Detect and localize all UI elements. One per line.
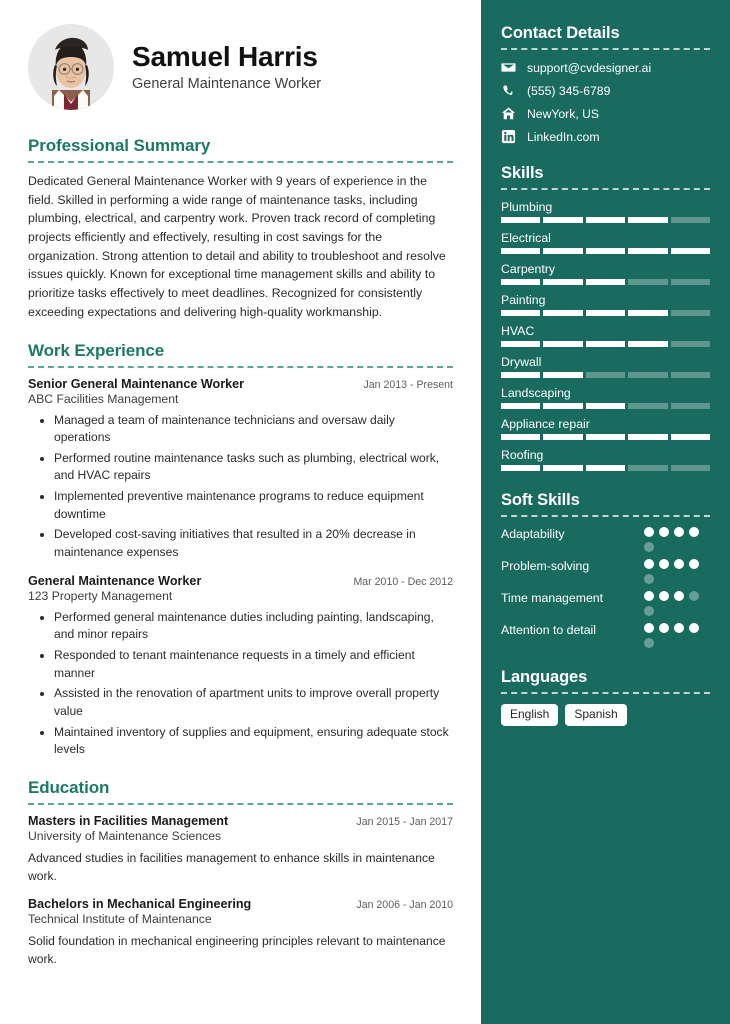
entry-bullets — [28, 412, 453, 562]
skill-segment — [543, 372, 582, 378]
skills-divider — [501, 188, 710, 190]
header-text — [132, 41, 321, 94]
contact-list — [501, 60, 710, 144]
rating-dot — [674, 591, 684, 601]
rating-dot — [644, 606, 654, 616]
skills-section — [501, 164, 710, 471]
education-divider — [28, 803, 453, 805]
soft-skill-item — [501, 591, 710, 616]
entry-description: Solid foundation in mechanical engineering principles relevant to maintenance work. — [28, 934, 446, 966]
page-title: Samuel Harris — [132, 40, 318, 72]
soft-skill-rating — [644, 559, 710, 584]
contact-item[interactable] — [501, 106, 710, 121]
entry-header — [28, 377, 453, 391]
avatar — [28, 24, 114, 110]
skill-segment — [671, 279, 710, 285]
rating-dot — [674, 559, 684, 569]
skill-segment — [543, 341, 582, 347]
bullet-item: • Maintained inventory of supplies and equipment, ensuring adequate stock levels — [54, 724, 453, 759]
skill-segment — [501, 310, 540, 316]
skill-level-bar — [501, 279, 710, 285]
skill-level-bar — [501, 372, 710, 378]
skill-label: Landscaping — [501, 386, 571, 400]
skill-segment — [586, 279, 625, 285]
skill-segment — [628, 310, 667, 316]
skill-label: Plumbing — [501, 200, 553, 214]
soft-skill-label: Time management — [501, 591, 604, 605]
soft-skill-label: Problem-solving — [501, 559, 590, 573]
skill-item — [501, 417, 710, 440]
skill-segment — [543, 403, 582, 409]
languages-section — [501, 668, 710, 726]
experience-section — [28, 341, 453, 760]
bullet-item: • Developed cost-saving initiatives that resulted in a 20% decrease in maintenance expenses — [54, 526, 453, 561]
contact-section — [501, 24, 710, 144]
skill-segment — [501, 465, 540, 471]
skill-level-bar — [501, 248, 710, 254]
experience-heading: Work Experience — [28, 340, 165, 360]
skill-segment — [543, 217, 582, 223]
entry-date: Mar 2010 - Dec 2012 — [353, 575, 453, 588]
skill-item — [501, 293, 710, 316]
skill-level-bar — [501, 217, 710, 223]
rating-dot — [689, 559, 699, 569]
skill-segment — [671, 217, 710, 223]
skill-level-bar — [501, 403, 710, 409]
rating-dot — [659, 591, 669, 601]
skill-segment — [586, 310, 625, 316]
bullet-item: • Managed a team of maintenance technicians and oversaw daily operations — [54, 412, 453, 447]
entry-header — [28, 574, 453, 588]
bullet-item: • Performed general maintenance duties including painting, landscaping, and minor repairs — [54, 609, 453, 644]
bullet-item: • Performed routine maintenance tasks such as plumbing, electrical work, and HVAC repairs — [54, 450, 453, 485]
skill-segment — [543, 279, 582, 285]
skill-segment — [628, 217, 667, 223]
entry-organization: University of Maintenance Sciences — [28, 829, 222, 843]
contact-heading: Contact Details — [501, 24, 620, 42]
rating-dot — [644, 574, 654, 584]
rating-dot — [644, 559, 654, 569]
entry-title: General Maintenance Worker — [28, 573, 202, 588]
rating-dot — [644, 591, 654, 601]
skill-label: Roofing — [501, 448, 544, 462]
skill-segment — [543, 248, 582, 254]
contact-value: NewYork, US — [527, 106, 600, 121]
entry-title: Bachelors in Mechanical Engineering — [28, 897, 252, 912]
sidebar — [481, 0, 730, 1024]
rating-dot — [644, 623, 654, 633]
skill-segment — [628, 341, 667, 347]
skill-label: Drywall — [501, 355, 542, 369]
soft-skills-divider — [501, 515, 710, 517]
summary-divider — [28, 161, 453, 163]
education-entry — [28, 897, 453, 968]
skill-segment — [671, 341, 710, 347]
skill-label: Appliance repair — [501, 417, 590, 431]
skill-segment — [671, 465, 710, 471]
rating-dot — [674, 527, 684, 537]
skill-segment — [543, 434, 582, 440]
entry-date: Jan 2015 - Jan 2017 — [356, 816, 453, 828]
skill-segment — [586, 403, 625, 409]
skill-segment — [671, 372, 710, 378]
skill-segment — [543, 465, 582, 471]
contact-item[interactable] — [501, 129, 710, 144]
skill-segment — [586, 372, 625, 378]
home-icon — [501, 106, 516, 121]
entry-header — [28, 814, 453, 828]
skill-segment — [628, 403, 667, 409]
contact-item[interactable] — [501, 83, 710, 98]
skill-segment — [628, 248, 667, 254]
skill-segment — [501, 248, 540, 254]
skill-segment — [671, 403, 710, 409]
soft-skill-label: Adaptability — [501, 527, 565, 541]
skill-item — [501, 231, 710, 254]
skill-level-bar — [501, 341, 710, 347]
entry-organization: Technical Institute of Maintenance — [28, 912, 212, 927]
languages-heading: Languages — [501, 668, 588, 686]
education-heading: Education — [28, 778, 110, 797]
resume-header — [28, 24, 453, 110]
envelope-icon — [501, 60, 516, 75]
skill-item — [501, 200, 710, 223]
linkedin-icon — [501, 129, 516, 144]
summary-heading: Professional Summary — [28, 136, 211, 155]
rating-dot — [659, 559, 669, 569]
entry-title: Masters in Facilities Management — [28, 814, 229, 828]
entry-organization: ABC Facilities Management — [28, 391, 179, 406]
contact-item[interactable] — [501, 60, 710, 75]
entry-description: Advanced studies in facilities management to enhance skills in maintenance work. — [28, 851, 435, 883]
soft-skill-item — [501, 559, 710, 584]
skills-heading: Skills — [501, 164, 544, 182]
skill-item — [501, 262, 710, 285]
soft-skills-section — [501, 491, 710, 648]
skill-level-bar — [501, 310, 710, 316]
skill-segment — [501, 372, 540, 378]
entry-organization: 123 Property Management — [28, 588, 173, 603]
skill-segment — [628, 434, 667, 440]
skill-segment — [628, 465, 667, 471]
skill-segment — [586, 217, 625, 223]
rating-dot — [689, 623, 699, 633]
education-entry — [28, 814, 453, 885]
summary-section — [28, 136, 453, 322]
skill-segment — [586, 465, 625, 471]
education-list — [28, 814, 453, 969]
skill-level-bar — [501, 465, 710, 471]
skill-item — [501, 324, 710, 347]
skill-item — [501, 448, 710, 471]
skill-segment — [543, 310, 582, 316]
entry-header — [28, 897, 453, 911]
skill-segment — [501, 217, 540, 223]
skill-segment — [501, 403, 540, 409]
skill-label: Carpentry — [501, 262, 555, 276]
skill-segment — [671, 248, 710, 254]
entry-date: Jan 2006 - Jan 2010 — [356, 899, 453, 912]
soft-skill-rating — [644, 591, 710, 616]
bullet-item: • Responded to tenant maintenance requests in a timely and efficient manner — [54, 647, 453, 682]
education-section — [28, 778, 453, 969]
skill-item — [501, 355, 710, 378]
bullet-item: • Implemented preventive maintenance programs to reduce equipment downtime — [54, 488, 453, 523]
skill-segment — [586, 248, 625, 254]
soft-skills-heading: Soft Skills — [501, 491, 580, 509]
experience-entry — [28, 574, 453, 759]
bullet-item: • Assisted in the renovation of apartment units to improve overall property value — [54, 685, 453, 720]
rating-dot — [674, 623, 684, 633]
skill-label: Electrical — [501, 231, 551, 245]
rating-dot — [659, 527, 669, 537]
phone-icon — [501, 83, 516, 98]
entry-bullets — [28, 609, 453, 759]
rating-dot — [644, 542, 654, 552]
language-pill: Spanish — [565, 704, 626, 726]
skill-segment — [501, 341, 540, 347]
experience-list — [28, 377, 453, 760]
skill-segment — [671, 434, 710, 440]
soft-skill-item — [501, 527, 710, 552]
language-pill: English — [501, 704, 558, 726]
skill-segment — [671, 310, 710, 316]
skill-segment — [628, 372, 667, 378]
skill-segment — [586, 434, 625, 440]
skill-label: HVAC — [501, 324, 535, 338]
soft-skill-label: Attention to detail — [501, 623, 597, 637]
skills-list — [501, 200, 710, 471]
experience-entry — [28, 377, 453, 562]
skill-segment — [586, 341, 625, 347]
contact-value: LinkedIn.com — [527, 129, 600, 144]
rating-dot — [644, 638, 654, 648]
soft-skill-rating — [644, 623, 710, 648]
skill-segment — [501, 434, 540, 440]
entry-title: Senior General Maintenance Worker — [28, 376, 245, 391]
skill-level-bar — [501, 434, 710, 440]
summary-text: Dedicated General Maintenance Worker with 9 years of experience in the field. Skilled in performing a wide range of maintenance tasks, including plumbing, electrical, and carpentry work. Proven track record of completing projects efficiently and effectively, resulting in cost savings for the organization. Strong attention to detail and ability to troubleshoot and resolve issues quickly. Known for exceptional time management skills and ability to prioritize tasks effectively to meet deadlines. Recognized for consistently exceeding expectations and delivering high-quality workmanship. — [28, 174, 446, 319]
skill-label: Painting — [501, 293, 546, 307]
soft-skill-rating — [644, 527, 710, 552]
contact-divider — [501, 48, 710, 50]
experience-divider — [28, 366, 453, 368]
job-title: General Maintenance Worker — [132, 75, 322, 92]
languages-list — [501, 704, 710, 726]
skill-segment — [628, 279, 667, 285]
rating-dot — [644, 527, 654, 537]
rating-dot — [689, 527, 699, 537]
entry-date: Jan 2013 - Present — [363, 378, 453, 391]
skill-segment — [501, 279, 540, 285]
contact-value: support@cvdesigner.ai — [527, 60, 652, 75]
languages-divider — [501, 692, 710, 694]
soft-skill-item — [501, 623, 710, 648]
rating-dot — [659, 623, 669, 633]
soft-skills-list — [501, 527, 710, 648]
skill-item — [501, 386, 710, 409]
rating-dot — [689, 591, 699, 601]
contact-value: (555) 345-6789 — [527, 83, 611, 98]
